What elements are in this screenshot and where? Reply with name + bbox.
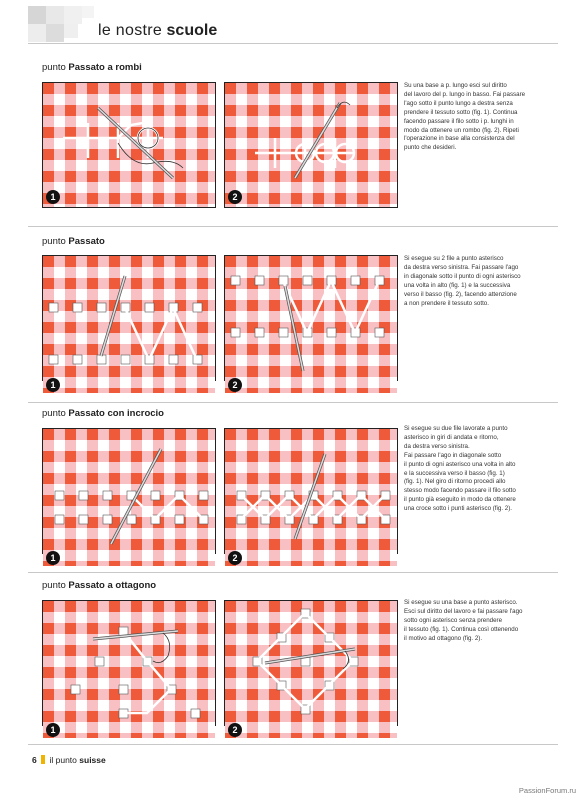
gingham-fabric-illustration: [225, 601, 397, 738]
footer-accent-bar: [41, 755, 45, 764]
description-line: il punto di ogni asterisco una volta in alto: [404, 460, 516, 468]
figure-number: 1: [46, 378, 60, 392]
figure-number: 1: [46, 190, 60, 204]
figure-incrocio-2: [224, 428, 398, 563]
figure-passato-1: [42, 255, 216, 390]
page-title: [98, 22, 217, 40]
section-title-passato: [42, 236, 105, 247]
page-number: 6: [32, 755, 37, 765]
section-label-bold: Passato con incrocio: [68, 408, 164, 419]
gingham-fabric-illustration: [43, 83, 215, 207]
figure-number: 2: [228, 378, 242, 392]
description-line: facendo passare il filo sotto i p. lunghi in: [404, 117, 514, 125]
gingham-fabric-illustration: [225, 83, 397, 207]
description-line: da destra verso sinistra.: [404, 442, 470, 450]
description-line: modo da ottenere un rombo (fig. 2). Ripeti: [404, 126, 519, 134]
description-line: Si esegue su due file lavorate a punto: [404, 425, 508, 432]
description-line: Su una base a p. lungo esci sul diritto: [404, 82, 507, 89]
description-line: del lavoro del p. lungo in basso. Fai passare: [404, 90, 526, 98]
figure-number: 2: [228, 723, 242, 737]
description-line: sotto ogni asterisco senza prendere: [404, 616, 503, 624]
watermark: PassionForum.ru: [518, 786, 576, 795]
section-title-rombi: [42, 62, 142, 73]
figure-rombi-2: [224, 82, 398, 208]
description-line: in diagonale sotto il punto di ogni asterisco: [404, 272, 521, 280]
description-line: da destra verso sinistra. Fai passare l'ago: [404, 263, 519, 271]
description-line: a non prendere il tessuto sotto.: [404, 299, 489, 307]
description-line: (fig. 1). Nel giro di ritorno procedi allo: [404, 478, 506, 486]
figure-rombi-1: [42, 82, 216, 208]
section-label-bold: Passato: [68, 236, 105, 247]
section-label-light: punto: [42, 408, 66, 419]
title-bold: scuole: [166, 22, 218, 39]
description-line: punto che desideri.: [404, 144, 457, 152]
section-label-light: punto: [42, 62, 66, 73]
header-divider: [28, 43, 558, 44]
description-line: l'ago sotto il punto lungo a destra senza: [404, 99, 513, 107]
magazine-name-light: il punto: [49, 755, 77, 765]
figure-number: 1: [46, 551, 60, 565]
figure-incrocio-1: [42, 428, 216, 563]
section-title-ottagono: [42, 580, 156, 591]
footer-divider: [28, 744, 558, 745]
gingham-fabric-illustration: [43, 256, 215, 393]
gingham-fabric-illustration: [225, 429, 397, 566]
description-line: il motivo ad ottagono (fig. 2).: [404, 634, 483, 642]
description-line: Si esegue su 2 file a punto asterisco: [404, 255, 504, 262]
section-label-light: punto: [42, 580, 66, 591]
gingham-fabric-illustration: [43, 429, 215, 566]
description-line: una volta in alto (fig. 1) e la successiva: [404, 281, 511, 289]
section-title-incrocio: [42, 408, 164, 419]
figure-ottagono-2: [224, 600, 398, 735]
description-incrocio: [404, 425, 554, 514]
description-line: prendere il tessuto sotto (fig. 1). Continua: [404, 108, 518, 116]
section-divider: [28, 572, 558, 573]
title-light: le nostre: [98, 22, 163, 39]
description-line: stesso modo facendo passare il filo sotto: [404, 487, 516, 495]
description-line: asterisco in giri di andata e ritorno,: [404, 433, 499, 441]
description-rombi: [404, 82, 554, 153]
gingham-fabric-illustration: [43, 601, 215, 738]
description-line: e la successiva verso il basso (fig. 1): [404, 469, 505, 477]
figure-number: 2: [228, 551, 242, 565]
description-line: l'operazione in base alla consistenza del: [404, 135, 515, 143]
description-ottagono: [404, 599, 554, 644]
magazine-name-bold: suisse: [79, 755, 106, 765]
description-line: una croce sotto i punti asterisco (fig. 2).: [404, 505, 512, 513]
figure-number: 2: [228, 190, 242, 204]
section-divider: [28, 402, 558, 403]
description-line: il punto già eseguito in modo da ottenere: [404, 496, 516, 504]
section-label-bold: Passato a ottagono: [68, 580, 157, 591]
figure-ottagono-1: [42, 600, 216, 735]
description-line: Si esegue su una base a punto asterisco.: [404, 599, 518, 606]
description-line: Fai passare l'ago in diagonale sotto: [404, 451, 502, 459]
section-divider: [28, 226, 558, 227]
section-label-light: punto: [42, 236, 66, 247]
page-footer: [32, 755, 106, 765]
figure-number: 1: [46, 723, 60, 737]
section-label-bold: Passato a rombi: [68, 62, 142, 73]
description-passato: [404, 255, 554, 308]
description-line: verso il basso (fig. 2), facendo attenzione: [404, 290, 517, 298]
description-line: il tessuto (fig. 1). Continua così ottenendo: [404, 625, 519, 633]
description-line: Esci sul diritto del lavoro e fai passare l'ago: [404, 607, 523, 615]
gingham-fabric-illustration: [225, 256, 397, 393]
figure-passato-2: [224, 255, 398, 390]
